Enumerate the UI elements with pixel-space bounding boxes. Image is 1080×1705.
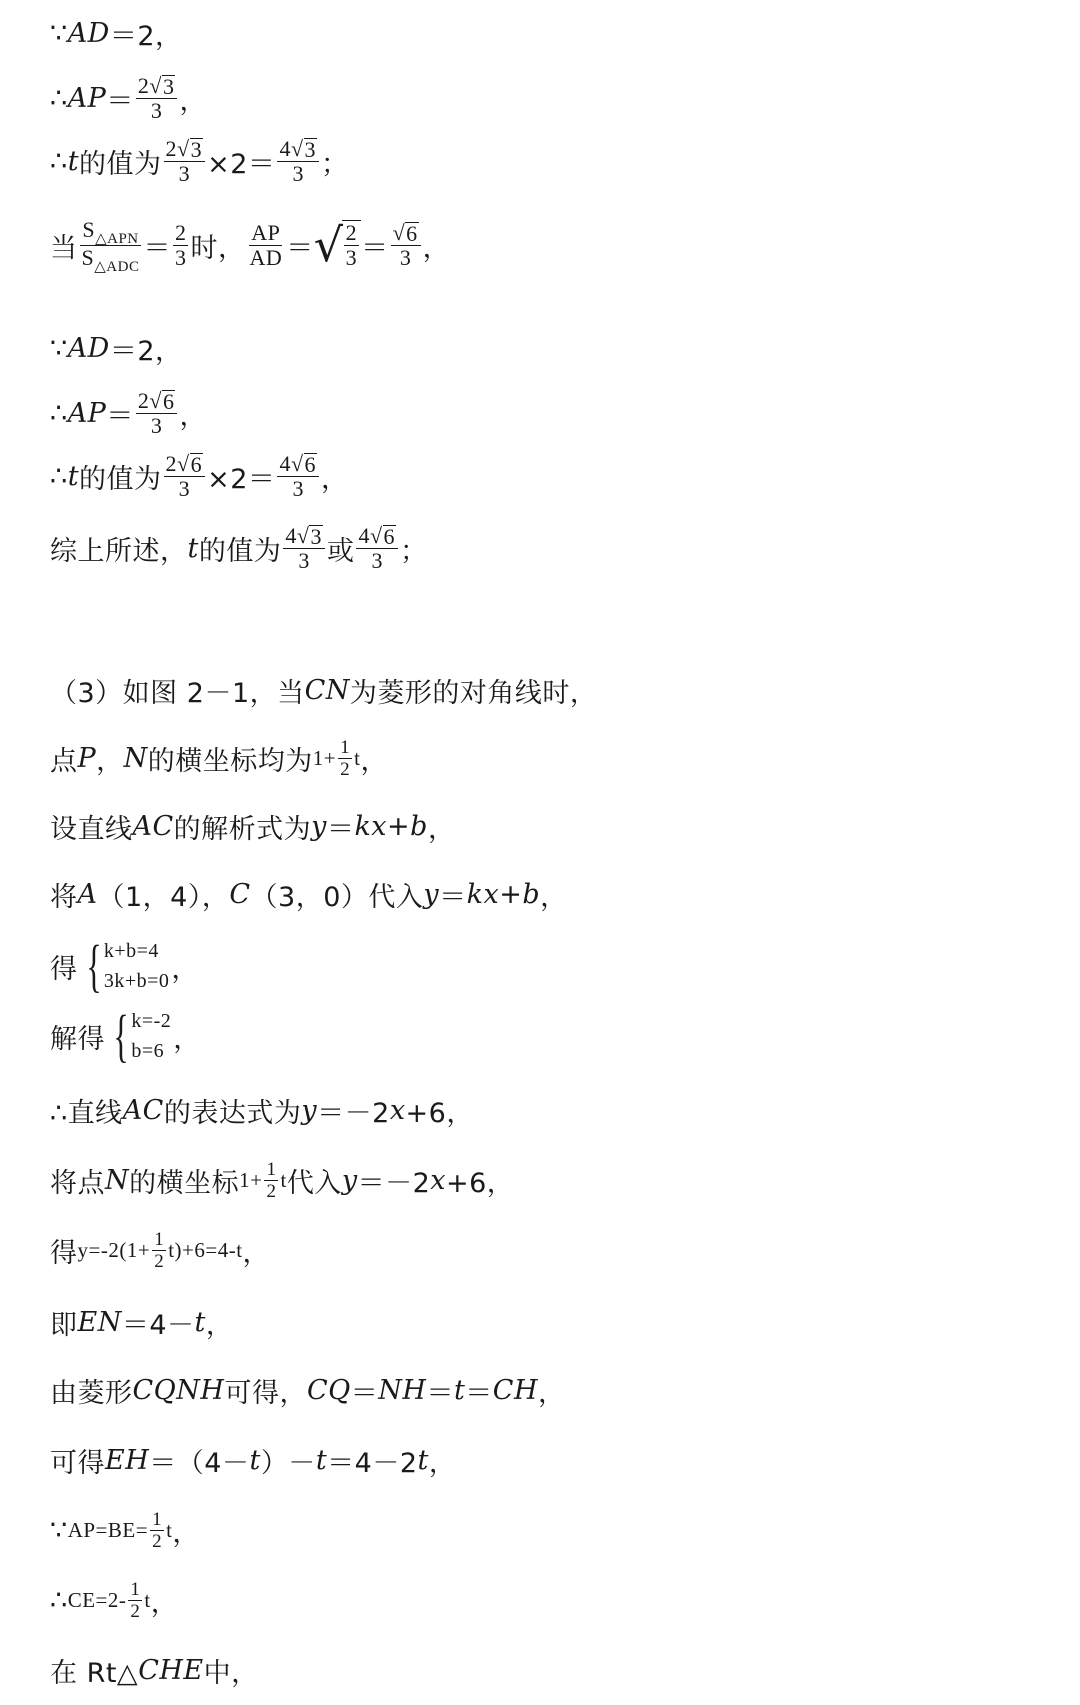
variable: b <box>522 878 541 910</box>
because-symbol: ∵ <box>50 17 68 49</box>
text: ＝（4－ <box>149 1447 250 1479</box>
text: + <box>387 810 411 842</box>
solution-line-5 <box>50 318 183 378</box>
text: ； <box>400 535 428 567</box>
variable: t <box>187 532 199 564</box>
variable: N <box>105 1164 130 1196</box>
text: 点 <box>50 745 78 777</box>
solution-line-11 <box>50 796 455 856</box>
because-symbol: ∵ <box>50 332 68 364</box>
sqrt-icon: √ 6 <box>177 450 203 477</box>
denominator: 3 <box>178 475 191 501</box>
denominator: 3 <box>150 412 163 438</box>
text: ）－ <box>260 1447 316 1479</box>
variable: CQNH <box>132 1374 225 1406</box>
text: 设直线 <box>50 813 133 845</box>
text: ×2＝ <box>207 463 276 495</box>
fraction <box>338 737 352 780</box>
coefficient: 4 <box>285 522 297 548</box>
text: ， <box>242 1237 271 1269</box>
denominator: 3 <box>150 97 163 123</box>
text: ＝ <box>361 232 389 264</box>
text: ＝ <box>426 1377 454 1409</box>
numerator: 1 <box>340 736 351 758</box>
fraction <box>277 452 319 501</box>
variable: CQ <box>306 1374 351 1406</box>
math-text: y=-2(1+ <box>77 1237 151 1262</box>
sqrt-icon: √ 6 <box>369 522 396 549</box>
sqrt-icon: √ 6 <box>290 450 317 477</box>
text: ， <box>428 1447 457 1479</box>
fraction <box>173 221 189 270</box>
solution-line-22 <box>50 1570 178 1630</box>
radicand: 3 <box>304 136 317 162</box>
variable: b <box>410 810 428 842</box>
denominator: 3 <box>371 547 383 573</box>
variable: t <box>249 1444 261 1476</box>
solution-line-1 <box>50 3 183 63</box>
numerator: AP <box>251 219 281 245</box>
text: ＝4－2 <box>327 1447 418 1479</box>
denominator: 2 <box>130 1600 141 1622</box>
text: +6， <box>446 1167 515 1199</box>
text: 的值为 <box>198 535 282 567</box>
therefore-symbol: ∴ <box>50 397 68 429</box>
text: ∴直线 <box>50 1097 123 1129</box>
text: ； <box>321 148 349 180</box>
numerator: 1 <box>152 1508 163 1530</box>
text: 得 <box>50 1237 78 1269</box>
denominator: 2 <box>154 1250 165 1272</box>
numerator: 1 <box>130 1578 141 1600</box>
denominator: 3 <box>292 475 304 501</box>
sqrt-icon: √ $\frac{2}{3}$ <box>314 220 361 270</box>
denominator: 2 <box>340 758 351 780</box>
solution-line-18 <box>50 1292 233 1352</box>
numerator: 1 <box>266 1158 277 1180</box>
coefficient: 2 <box>137 72 150 98</box>
variable: y <box>423 878 440 910</box>
coefficient: 2 <box>165 135 178 161</box>
text: ， <box>538 1377 566 1409</box>
text: 时， <box>190 232 246 264</box>
text: ， <box>540 881 568 913</box>
therefore-symbol: ∴ <box>50 82 68 114</box>
variable: t <box>315 1444 328 1476</box>
text: ＝ <box>350 1377 379 1409</box>
text: 或 <box>326 535 355 567</box>
text: ＝－2 <box>357 1167 431 1199</box>
text: ， <box>173 1023 201 1055</box>
text: ， <box>150 1587 179 1619</box>
brace-icon: { <box>113 1003 129 1068</box>
text: 代入 <box>286 1167 342 1199</box>
text: ， <box>321 463 349 495</box>
variable: x <box>389 1094 406 1126</box>
text: ＝ <box>439 881 467 913</box>
solution-line-8 <box>50 518 428 578</box>
text: ， <box>172 1517 200 1549</box>
math-text: 1+ <box>312 745 337 770</box>
text: ， <box>205 1309 234 1341</box>
numerator: 1 <box>154 1228 165 1250</box>
equation-row: b=6 <box>131 1040 165 1062</box>
because-symbol: ∵ <box>50 1514 68 1546</box>
variable: t <box>417 1444 429 1476</box>
text: 得 <box>50 953 78 985</box>
text: ， <box>179 85 207 117</box>
text: （1，4）， <box>97 881 230 913</box>
variable: t <box>194 1306 206 1338</box>
text: +6， <box>405 1097 474 1129</box>
variable: t <box>67 460 80 492</box>
variable: P <box>77 742 97 774</box>
variable: y <box>311 810 327 842</box>
text: 的解析式为 <box>173 813 312 845</box>
text: ＝ <box>143 232 171 264</box>
numerator: 2 <box>174 219 187 245</box>
equation-system <box>80 933 170 998</box>
solution-line-15 <box>50 1080 474 1140</box>
therefore-symbol: ∴ <box>50 1584 68 1616</box>
denominator: 3 <box>345 245 358 270</box>
text: ＝ <box>465 1377 493 1409</box>
variable: AC <box>132 810 174 842</box>
fraction <box>150 1509 164 1552</box>
sqrt-icon: √ 3 <box>177 135 203 162</box>
text: ＝2， <box>109 20 183 52</box>
radicand: 3 <box>162 73 175 99</box>
text: 的横坐标均为 <box>147 745 313 777</box>
solution-line-23 <box>50 1640 259 1700</box>
solution-line-20 <box>50 1430 456 1490</box>
variable: t <box>67 145 80 177</box>
text: 将 <box>50 881 78 913</box>
variable: CN <box>304 674 350 706</box>
solution-line-10 <box>50 728 388 788</box>
coefficient: 4 <box>358 522 370 548</box>
radicand: 3 <box>310 523 322 549</box>
text: （3）如图 2－1，当 <box>50 677 305 709</box>
sqrt-icon: √ 3 <box>290 135 317 162</box>
text: ， <box>427 813 456 845</box>
variable: C <box>229 878 251 910</box>
text: ＝ <box>106 85 134 117</box>
text: 的表达式为 <box>163 1097 302 1129</box>
solution-line-17 <box>50 1220 270 1280</box>
text: 为菱形的对角线时， <box>349 677 598 709</box>
solution-line-13 <box>50 930 199 1002</box>
math-text: 1+ <box>239 1167 263 1192</box>
text: 将点 <box>50 1167 105 1199</box>
denominator: 3 <box>174 244 187 270</box>
variable: x <box>430 1164 446 1196</box>
text: 的值为 <box>79 463 162 495</box>
fraction <box>152 1229 166 1272</box>
text: ， <box>96 745 124 777</box>
variable: AD <box>67 332 110 364</box>
variable: NH <box>378 1374 427 1406</box>
radicand: 6 <box>162 388 175 414</box>
text: 当 <box>50 232 78 264</box>
brace-icon: { <box>85 933 102 998</box>
denominator: 3 <box>399 244 412 270</box>
variable: CH <box>492 1374 539 1406</box>
math-text: t <box>354 745 361 770</box>
text: ＝4－ <box>121 1309 195 1341</box>
subscript: △ADC <box>94 258 140 275</box>
therefore-symbol: ∴ <box>50 460 68 492</box>
coefficient: 4 <box>279 135 291 161</box>
radicand: 6 <box>406 220 418 246</box>
solution-line-9 <box>50 660 597 720</box>
equation-row: 3k+b=0 <box>103 970 170 992</box>
equation-row: k+b=4 <box>103 940 159 962</box>
fraction <box>264 1159 278 1202</box>
area-symbol: S <box>81 244 95 270</box>
text: ＝－2 <box>317 1097 390 1129</box>
fraction <box>136 389 178 438</box>
solution-line-14 <box>50 1000 201 1072</box>
text: ＝ <box>106 400 134 432</box>
coefficient: 2 <box>137 387 150 413</box>
fraction <box>283 524 325 573</box>
variable: A <box>77 878 98 910</box>
text: 在 Rt△ <box>50 1657 139 1689</box>
variable: y <box>341 1164 358 1196</box>
text: ＝ <box>326 813 355 845</box>
variable: t <box>453 1374 466 1406</box>
variable: CHE <box>138 1654 204 1686</box>
fraction <box>247 221 284 270</box>
sqrt-icon: √ 3 <box>296 522 322 549</box>
text: ×2＝ <box>207 148 276 180</box>
solution-line-12 <box>50 864 568 924</box>
variable: EN <box>77 1306 122 1338</box>
denominator: AD <box>249 244 283 270</box>
text: ， <box>171 953 199 985</box>
denominator: 3 <box>178 160 191 186</box>
denominator: 2 <box>152 1530 163 1552</box>
variable: kx <box>354 810 388 842</box>
fraction <box>164 452 206 501</box>
therefore-symbol: ∴ <box>50 145 68 177</box>
coefficient: 2 <box>165 450 178 476</box>
math-text: CE=2- <box>67 1587 127 1612</box>
text: ， <box>422 232 451 264</box>
text: ＝2， <box>109 335 183 367</box>
text: （3，0）代入 <box>250 881 424 913</box>
solution-line-2 <box>50 68 207 128</box>
denominator: 3 <box>292 160 304 186</box>
text: + <box>499 878 523 910</box>
sqrt-icon: √ 3 <box>149 72 175 99</box>
variable: AP <box>67 397 107 429</box>
equation-row: k=-2 <box>131 1010 172 1032</box>
text: 解得 <box>50 1023 105 1055</box>
radicand: 6 <box>383 523 396 549</box>
coefficient: 4 <box>279 450 291 476</box>
text: 即 <box>50 1309 78 1341</box>
math-text: t)+6=4-t <box>168 1237 243 1262</box>
solution-line-4 <box>50 210 450 280</box>
math-text: t <box>166 1517 173 1542</box>
fraction <box>391 221 421 270</box>
fraction <box>164 137 206 186</box>
solution-line-21 <box>50 1500 200 1560</box>
solution-line-16 <box>50 1150 514 1210</box>
denominator: 3 <box>298 547 310 573</box>
text: 可得 <box>50 1447 105 1479</box>
variable: AD <box>67 17 110 49</box>
fraction <box>128 1579 142 1622</box>
subscript: △APN <box>95 230 139 247</box>
radicand: 6 <box>190 451 203 477</box>
variable: EH <box>105 1444 150 1476</box>
variable: AP <box>67 82 107 114</box>
solution-line-7 <box>50 446 349 506</box>
solution-line-3 <box>50 131 349 191</box>
radicand: 6 <box>304 451 317 477</box>
text: 可得， <box>224 1377 307 1409</box>
fraction <box>136 74 178 123</box>
numerator: 2 <box>345 220 358 245</box>
fraction <box>344 221 360 270</box>
text: 由菱形 <box>50 1377 133 1409</box>
solution-line-19 <box>50 1360 566 1420</box>
variable: y <box>301 1094 318 1126</box>
fraction <box>356 524 398 573</box>
radicand: 3 <box>190 136 203 162</box>
variable: AC <box>122 1094 164 1126</box>
text: 的值为 <box>79 148 162 180</box>
text: ， <box>179 400 207 432</box>
variable: kx <box>466 878 500 910</box>
text: ＝ <box>286 232 314 264</box>
area-ratio-fraction <box>80 218 142 273</box>
math-text: AP=BE= <box>67 1517 149 1542</box>
text: 综上所述， <box>50 535 188 567</box>
sqrt-icon: √ 6 <box>392 219 418 246</box>
equation-system <box>107 1003 172 1068</box>
math-text: t <box>280 1167 287 1192</box>
denominator: 2 <box>266 1180 277 1202</box>
text: 的横坐标 <box>129 1167 240 1199</box>
text: ， <box>360 745 388 777</box>
area-symbol: S <box>82 216 96 242</box>
sqrt-icon: √ 6 <box>149 387 175 414</box>
math-text: t <box>144 1587 151 1612</box>
fraction <box>277 137 319 186</box>
solution-line-6 <box>50 383 207 443</box>
text: 中， <box>203 1657 259 1689</box>
variable: N <box>123 742 148 774</box>
